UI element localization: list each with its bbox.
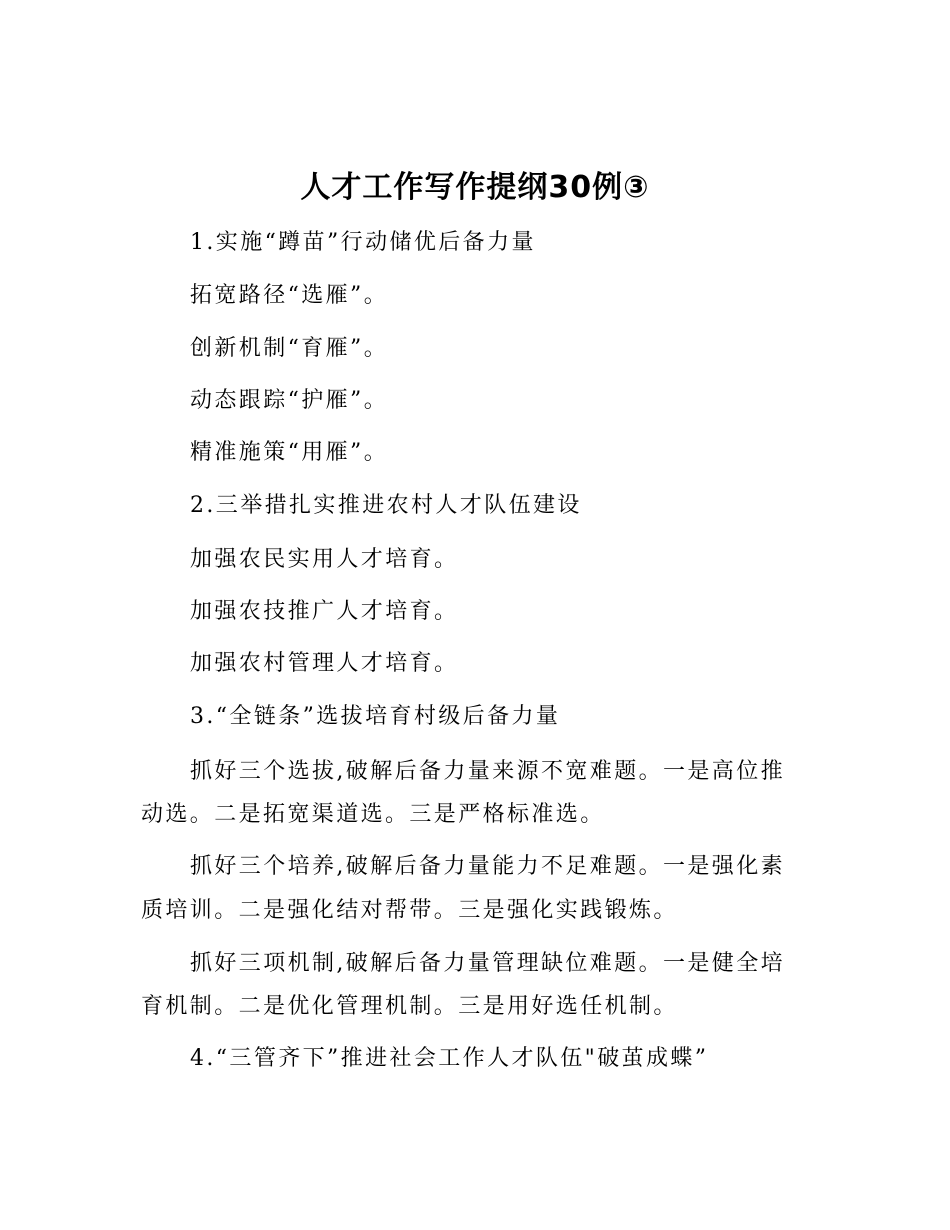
paragraph-line: 育机制。二是优化管理机制。三是用好选任机制。 — [141, 994, 678, 1019]
paragraph-line: 抓好三个培养,破解后备力量能力不足难题。一是强化素 — [190, 854, 785, 879]
heading-4: 4.“三管齐下”推进社会工作人才队伍"破茧成蝶” — [190, 1046, 709, 1071]
paragraph: 加强农民实用人才培育。 — [190, 547, 459, 572]
heading-2: 2.三举措扎实推进农村人才队伍建设 — [190, 493, 582, 518]
paragraph: 动态跟踪“护雁”。 — [190, 388, 389, 413]
paragraph: 拓宽路径“选雁”。 — [190, 283, 389, 308]
heading-3: 3.“全链条”选拔培育村级后备力量 — [190, 704, 561, 729]
document-title: 人才工作写作提纲30例③ — [300, 170, 650, 205]
heading-1: 1.实施“蹲苗”行动储优后备力量 — [190, 230, 536, 255]
paragraph: 加强农村管理人才培育。 — [190, 651, 459, 676]
paragraph: 创新机制“育雁”。 — [190, 336, 389, 361]
paragraph: 精准施策“用雁”。 — [190, 440, 389, 465]
paragraph-line: 抓好三项机制,破解后备力量管理缺位难题。一是健全培 — [190, 951, 785, 976]
paragraph-line: 抓好三个选拔,破解后备力量来源不宽难题。一是高位推 — [190, 759, 785, 784]
paragraph-line: 质培训。二是强化结对帮带。三是强化实践锻炼。 — [141, 898, 678, 923]
paragraph: 加强农技推广人才培育。 — [190, 599, 459, 624]
paragraph-line: 动选。二是拓宽渠道选。三是严格标准选。 — [141, 802, 605, 827]
